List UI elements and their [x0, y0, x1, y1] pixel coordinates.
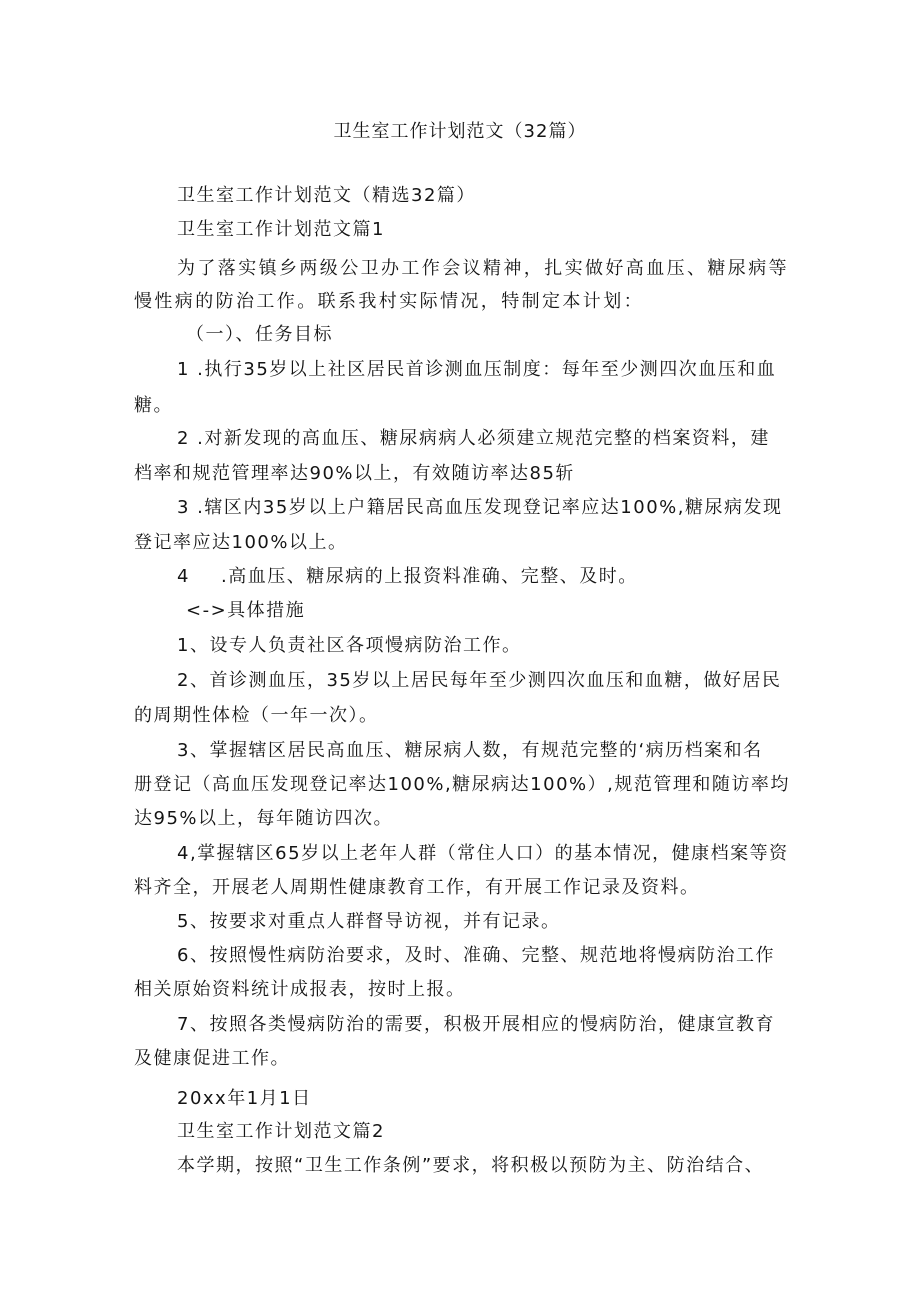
goal3-line-1: 3 .辖区内35岁以上户籍居民高血压发现登记率应达100%,糖尿病发现 — [177, 497, 783, 518]
goal3-line-2: 登记率应达100%以上。 — [134, 532, 348, 553]
goal4-text: .高血压、糖尿病的上报资料准确、完整、及时。 — [221, 566, 638, 587]
measure6-line-1: 6、按照慢性病防治要求，及时、准确、完整、规范地将慢病防治工作 — [177, 945, 775, 966]
part1-heading: （一）、任务目标 — [186, 324, 333, 345]
intro-paragraph-line-2: 慢性病的防治工作。联系我村实际情况，特制定本计划： — [134, 291, 644, 312]
part2-heading: <->具体措施 — [186, 600, 306, 621]
section2-heading: 卫生室工作计划范文篇2 — [177, 1121, 385, 1142]
document-date: 20xx年1月1日 — [177, 1088, 312, 1109]
document-title: 卫生室工作计划范文（32篇） — [333, 121, 587, 142]
measure6-line-2: 相关原始资料统计成报表，按时上报。 — [134, 979, 466, 1000]
measure7-line-1: 7、按照各类慢病防治的需要，积极开展相应的慢病防治，健康宣教育 — [177, 1014, 775, 1035]
measure7-line-2: 及健康促进工作。 — [134, 1048, 290, 1069]
measure4-line-1: 4,掌握辖区65岁以上老年人群（常住人口）的基本情况，健康档案等资 — [177, 843, 789, 864]
intro-paragraph-line-1: 为了落实镇乡两级公卫办工作会议精神，扎实做好高血压、糖尿病等 — [177, 258, 789, 279]
goal1-line-2: 糖。 — [134, 395, 173, 416]
section1-heading: 卫生室工作计划范文篇1 — [177, 219, 385, 240]
measure2-line-1: 2、首诊测血压，35岁以上居民每年至少测四次血压和血糖，做好居民 — [177, 670, 782, 691]
goal4-number: 4 — [177, 566, 190, 587]
measure3-line-3: 达95%以上，每年随访四次。 — [134, 808, 394, 829]
goal2-line-2: 档率和规范管理率达90%以上，有效随访率达85斩 — [134, 463, 575, 484]
measure3-line-2: 册登记（高血压发现登记率达100%,糖尿病达100%）,规范管理和随访率均 — [134, 774, 790, 795]
goal4-line — [177, 564, 638, 590]
measure2-line-2: 的周期性体检（一年一次）。 — [134, 705, 379, 726]
goal1-line-1: 1 .执行35岁以上社区居民首诊测血压制度：每年至少测四次血压和血 — [177, 359, 777, 380]
goal2-line-1: 2 .对新发现的高血压、糖尿病病人必须建立规范完整的档案资料，建 — [177, 428, 770, 449]
document-subtitle: 卫生室工作计划范文（精选32篇） — [177, 185, 476, 206]
measure3-line-1: 3、掌握辖区居民高血压、糖尿病人数，有规范完整的‘病历档案和名 — [177, 740, 763, 761]
measure5-line: 5、按要求对重点人群督导访视，并有记录。 — [177, 911, 561, 932]
measure4-line-2: 料齐全，开展老人周期性健康教育工作，有开展工作记录及资料。 — [134, 877, 700, 898]
section2-paragraph-line-1: 本学期，按照“卫生工作条例”要求，将积极以预防为主、防治结合、 — [177, 1155, 765, 1176]
measure1-line: 1、设专人负责社区各项慢病防治工作。 — [177, 635, 522, 656]
